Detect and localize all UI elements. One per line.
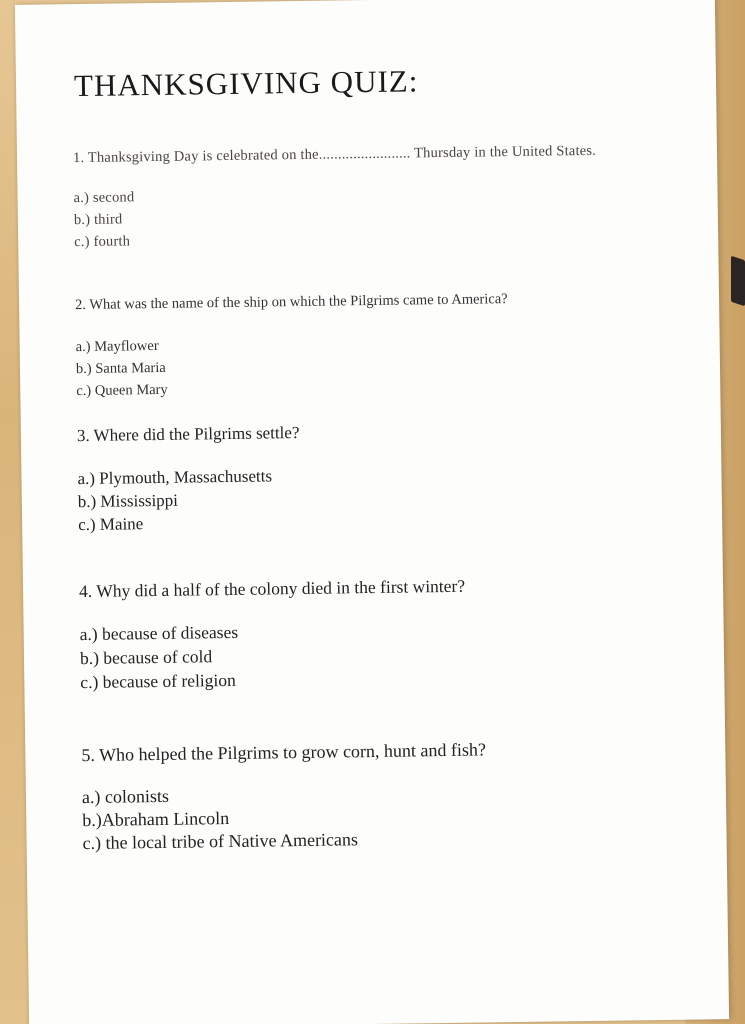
question-5 — [81, 736, 682, 855]
question-4 — [79, 572, 681, 694]
answer-option: c.) Maine — [78, 514, 144, 535]
answer-option: b.) Mississippi — [77, 490, 179, 512]
answer-option: a.) Mayflower — [75, 337, 159, 356]
answer-option: c.) the local tribe of Native Americans — [82, 829, 359, 854]
question-text: 4. Why did a half of the colony died in the first winter? — [78, 575, 466, 602]
answer-option: a.) colonists — [81, 785, 170, 808]
answer-option: b.) third — [73, 211, 123, 229]
question-text: 2. What was the name of the ship on which the Pilgrims came to America? — [74, 291, 508, 314]
quiz-title: THANKSGIVING QUIZ: — [73, 63, 419, 104]
question-3 — [77, 417, 678, 536]
answer-option: a.) Plymouth, Massachusetts — [77, 466, 273, 489]
answer-option: c.) because of religion — [80, 669, 236, 693]
answer-option: b.)Abraham Lincoln — [82, 808, 230, 831]
answer-option: b.) because of cold — [79, 646, 213, 669]
question-1 — [73, 139, 674, 253]
answer-option: b.) Santa Maria — [75, 359, 166, 378]
quiz-sheet — [15, 0, 729, 1024]
answer-option: c.) Queen Mary — [76, 381, 168, 400]
question-text: 5. Who helped the Pilgrims to grow corn, hunt and fish? — [81, 739, 487, 766]
question-text: 1. Thanksgiving Day is celebrated on the........................ Thursday in the United States. — [72, 142, 597, 167]
table-object — [731, 256, 745, 307]
answer-option: c.) fourth — [74, 233, 131, 251]
answer-option: a.) second — [73, 189, 135, 207]
question-text: 3. Where did the Pilgrims settle? — [76, 423, 300, 446]
question-2 — [75, 286, 676, 402]
answer-option: a.) because of diseases — [79, 621, 239, 645]
